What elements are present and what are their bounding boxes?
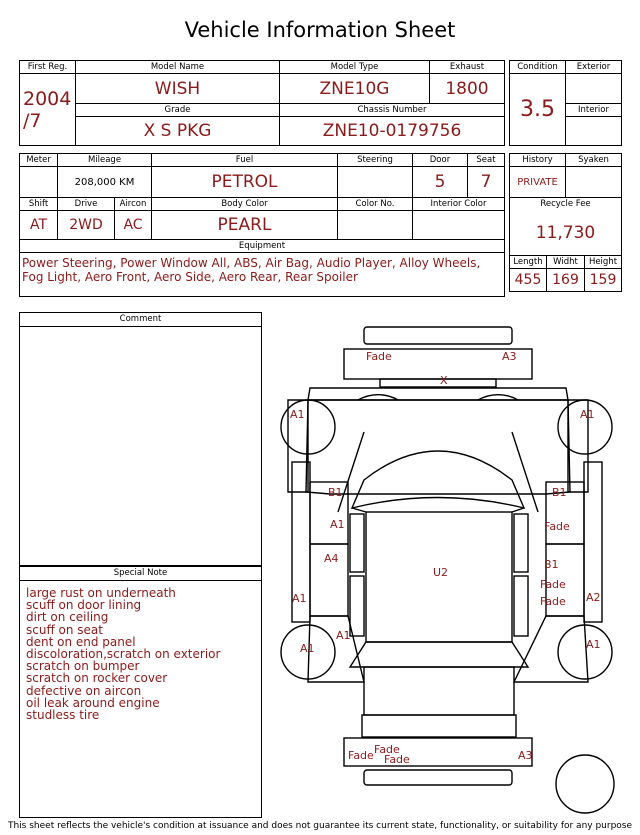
special-note-list	[20, 581, 261, 727]
length-value: 455	[510, 269, 547, 292]
hood	[306, 400, 570, 494]
mark-rear-bumper-mid-top: Fade	[374, 743, 400, 756]
spare-wheel	[556, 755, 614, 813]
steering-label: Steering	[338, 154, 413, 167]
special-note-item: defective on aircon	[26, 683, 142, 698]
meter-label: Meter	[20, 154, 58, 167]
special-note-item: dent on end panel	[26, 634, 136, 649]
history-value: PRIVATE	[510, 167, 566, 198]
sheet-title: Vehicle Information Sheet	[184, 18, 456, 42]
seat-value: 7	[468, 167, 505, 198]
condition-table	[509, 60, 622, 146]
mark-right-rear-door-bottom: Fade	[540, 595, 566, 608]
right-window-rear	[514, 576, 528, 636]
color-no-label: Color No.	[338, 198, 413, 211]
body-color-label: Body Color	[152, 198, 338, 211]
interior-color-label: Interior Color	[413, 198, 505, 211]
special-note-item: scratch on rocker cover	[26, 671, 168, 686]
car-diagram	[278, 322, 624, 820]
mileage-value: 208,000 KM	[58, 167, 152, 198]
windshield	[352, 451, 524, 508]
interior-value	[566, 117, 622, 146]
mark-front-bumper-right: A3	[502, 350, 517, 363]
color-no-value	[338, 211, 413, 240]
headlight-left	[358, 395, 398, 400]
mark-hood: X	[440, 374, 448, 387]
a-pillar-left	[338, 432, 364, 512]
chassis-value: ZNE10-0179756	[280, 117, 505, 146]
shift-value: AT	[20, 211, 58, 240]
steering-value	[338, 167, 413, 198]
comment-text	[20, 327, 261, 339]
mark-roof: U2	[433, 566, 449, 579]
drive-value: 2WD	[58, 211, 115, 240]
rear-bottom-bar	[364, 770, 512, 785]
hood-edge	[308, 388, 568, 400]
specs-table	[19, 153, 505, 297]
width-value: 169	[547, 269, 585, 292]
mark-right-rocker: A2	[586, 591, 601, 604]
first-reg-label: First Reg.	[20, 61, 76, 74]
mark-left-quarter: A1	[336, 629, 351, 642]
door-label: Door	[413, 154, 468, 167]
comment-label: Comment	[20, 313, 261, 327]
right-window-front	[514, 514, 528, 572]
roof-corner-fl	[352, 508, 366, 512]
seat-label: Seat	[468, 154, 505, 167]
mark-front-right-wheel: A1	[580, 408, 595, 421]
syaken-value	[566, 167, 622, 198]
recycle-fee-label: Recycle Fee	[510, 198, 622, 211]
length-label: Length	[510, 256, 547, 269]
interior-color-value	[413, 211, 505, 240]
first-reg-year: 2004	[23, 87, 72, 110]
meter-value	[20, 167, 58, 198]
mark-left-rocker: A1	[292, 592, 307, 605]
a-pillar-right	[512, 432, 538, 512]
mark-rear-bumper-left: Fade	[348, 749, 374, 762]
exterior-value	[566, 74, 622, 104]
first-reg-value	[20, 74, 76, 146]
rear-hatch	[364, 667, 514, 715]
model-type-value: ZNE10G	[280, 74, 430, 104]
special-note-item: scuff on seat	[26, 622, 103, 637]
body-color-value: PEARL	[152, 211, 338, 240]
left-window-rear	[350, 576, 364, 636]
syaken-label: Syaken	[566, 154, 622, 167]
chassis-label: Chassis Number	[280, 104, 505, 117]
special-note-item: studless tire	[26, 708, 100, 723]
special-note-item: scratch on bumper	[26, 659, 140, 674]
rear-panel	[362, 715, 516, 737]
header-table	[19, 60, 505, 146]
special-note-item: dirt on ceiling	[26, 610, 109, 625]
mark-front-bumper-left: Fade	[366, 350, 392, 363]
comment-box	[19, 312, 262, 566]
aircon-label: Aircon	[115, 198, 152, 211]
fuel-value: PETROL	[152, 167, 338, 198]
front-bumper-lip	[380, 379, 496, 387]
exhaust-label: Exhaust	[430, 61, 505, 74]
special-note-item: discoloration,scratch on exterior	[26, 647, 221, 662]
equipment-label: Equipment	[20, 240, 505, 253]
recycle-fee-value: 11,730	[510, 211, 622, 256]
width-label: Widht	[547, 256, 585, 269]
mark-rear-left-wheel: A1	[300, 642, 315, 655]
fuel-label: Fuel	[152, 154, 338, 167]
first-reg-month: /7	[23, 109, 42, 132]
special-note-item: oil leak around engine	[26, 695, 160, 710]
mark-left-rear-door: A4	[324, 552, 339, 565]
grade-label: Grade	[76, 104, 280, 117]
mark-left-front-door-top: B1	[328, 486, 343, 499]
condition-value: 3.5	[510, 74, 566, 146]
condition-label: Condition	[510, 61, 566, 74]
left-window-front	[350, 514, 364, 572]
mark-rear-bumper-mid-bottom: Fade	[384, 753, 410, 766]
grade-value: X S PKG	[76, 117, 280, 146]
equipment-value: Power Steering, Power Window All, ABS, Air Bag, Audio Player, Alloy Wheels, Fog Light, Aero Front, Aero Side, Aero Rear, Rear Spoiler	[20, 253, 505, 297]
mileage-label: Mileage	[58, 154, 152, 167]
mark-rear-bumper-right: A3	[518, 749, 533, 762]
special-note-box	[19, 566, 262, 818]
side-table	[509, 153, 622, 292]
mark-rear-right-wheel: A1	[586, 638, 601, 651]
model-type-label: Model Type	[280, 61, 430, 74]
special-note-item: large rust on underneath	[26, 586, 176, 600]
exhaust-value: 1800	[430, 74, 505, 104]
mark-front-left-wheel: A1	[290, 408, 305, 421]
aircon-value: AC	[115, 211, 152, 240]
roof-corner-fr	[512, 508, 524, 512]
height-value: 159	[585, 269, 622, 292]
mark-left-front-door: A1	[330, 518, 345, 531]
special-note-item: scuff on door lining	[26, 598, 142, 613]
special-note-label: Special Note	[20, 567, 261, 581]
front-top-bar	[364, 327, 512, 344]
mark-right-rear-door-mid: Fade	[540, 578, 566, 591]
model-name-value: WISH	[76, 74, 280, 104]
drive-label: Drive	[58, 198, 115, 211]
interior-label: Interior	[566, 104, 622, 117]
mark-right-front-door-top: B1	[552, 486, 567, 499]
headlight-right	[478, 395, 518, 400]
model-name-label: Model Name	[76, 61, 280, 74]
mark-right-front-door: Fade	[544, 520, 570, 533]
shift-label: Shift	[20, 198, 58, 211]
exterior-label: Exterior	[566, 61, 622, 74]
mark-right-rear-door-top: B1	[544, 558, 559, 571]
door-value: 5	[413, 167, 468, 198]
height-label: Height	[585, 256, 622, 269]
rear-window	[350, 642, 528, 667]
footer-disclaimer: This sheet reflects the vehicle's condition at issuance and does not guarantee its current state, functionality, or suitability for any purpose	[7, 821, 633, 831]
history-label: History	[510, 154, 566, 167]
